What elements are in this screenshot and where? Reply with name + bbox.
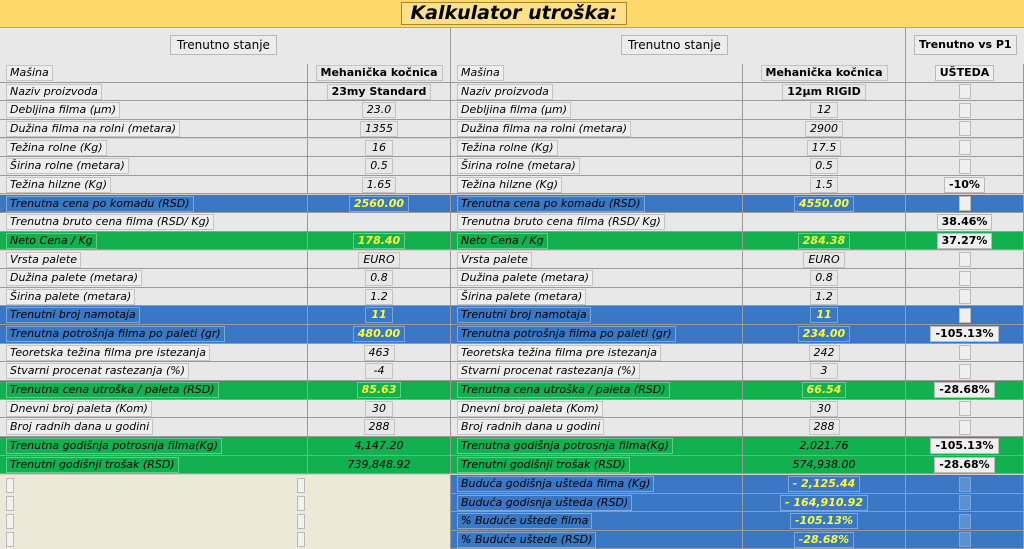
future-label: % Buduće uštede (RSD) [457, 532, 596, 548]
row-label-right-cell [451, 456, 743, 475]
row-label-left: Vrsta palete [6, 252, 81, 268]
row-compare [959, 103, 971, 118]
row-value-right-cell [743, 139, 906, 158]
row-value-right[interactable]: EURO [803, 252, 844, 268]
row-compare [959, 289, 971, 304]
row-compare-cell [906, 64, 1024, 83]
row-value-right-cell [743, 251, 906, 270]
row-value-right-cell [743, 120, 906, 139]
empty-panel [0, 475, 451, 549]
row-value-left-cell [308, 288, 451, 307]
row-value-right-cell [743, 362, 906, 381]
row-value-right-cell [743, 195, 906, 214]
row-value-right-cell [743, 83, 906, 102]
row-value-right-cell [743, 306, 906, 325]
row-label-left-cell [0, 157, 308, 176]
row-value-left-cell [308, 251, 451, 270]
row-value-right[interactable]: 66.54 [802, 382, 847, 398]
scroll-handle[interactable] [6, 496, 14, 511]
table-row [0, 213, 1024, 232]
row-label-right-cell [451, 400, 743, 419]
future-value[interactable]: - 164,910.92 [780, 495, 868, 511]
future-value[interactable]: - 2,125.44 [788, 476, 861, 492]
row-compare-cell [906, 251, 1024, 270]
row-compare-cell [906, 176, 1024, 195]
row-value-right-cell [743, 157, 906, 176]
future-compare [959, 532, 971, 547]
row-value-left[interactable]: 288 [364, 419, 395, 435]
row-label-right: Naziv proizvoda [457, 84, 553, 100]
row-label-right: Trenutna godišnja potrosnja filma(Kg) [457, 438, 673, 454]
row-value-left-cell [308, 139, 451, 158]
future-value[interactable]: -28.68% [794, 532, 854, 548]
row-label-left: Debljina filma (µm) [6, 102, 120, 118]
row-label-left-cell [0, 101, 308, 120]
table-row [0, 176, 1024, 195]
row-value-left-cell [308, 269, 451, 288]
row-label-right-cell [451, 64, 743, 83]
row-label-left: Mašina [6, 65, 53, 81]
row-label-left: Težina rolne (Kg) [6, 140, 107, 156]
row-value-left-cell [308, 232, 451, 251]
row-label-right: Trenutni godišnji trošak (RSD) [457, 457, 630, 473]
row-compare: 38.46% [937, 214, 993, 230]
table-row [0, 120, 1024, 139]
row-label-right-cell [451, 120, 743, 139]
future-row [451, 531, 1024, 549]
row-value-right[interactable]: 1.2 [810, 289, 838, 305]
row-value-left[interactable]: Mehanička kočnica [316, 65, 443, 81]
row-value-left-cell [308, 83, 451, 102]
row-value-right-cell [743, 176, 906, 195]
future-compare-cell [906, 531, 1024, 549]
row-label-left: Teoretska težina filma pre istezanja [6, 345, 210, 361]
row-value-left[interactable]: EURO [358, 252, 399, 268]
row-label-left-cell [0, 306, 308, 325]
row-label-right-cell [451, 344, 743, 363]
row-label-right-cell [451, 437, 743, 456]
row-label-right: Trenutna bruto cena filma (RSD/ Kg) [457, 214, 665, 230]
row-label-right-cell [451, 251, 743, 270]
row-value-right-cell [743, 381, 906, 400]
row-label-right-cell [451, 232, 743, 251]
row-label-right-cell [451, 306, 743, 325]
future-row [451, 512, 1024, 531]
future-label-cell [451, 494, 743, 513]
table-row [0, 251, 1024, 270]
row-value-right-cell [743, 101, 906, 120]
header-right-label: Trenutno stanje [621, 35, 728, 55]
row-label-left-cell [0, 400, 308, 419]
row-value-left-cell [308, 381, 451, 400]
row-label-left: Broj radnih dana u godini [6, 419, 153, 435]
scroll-handle[interactable] [6, 478, 14, 493]
row-label-right: Dnevni broj paleta (Kom) [457, 401, 603, 417]
row-label-right: Stvarni procenat rastezanja (%) [457, 363, 640, 379]
row-compare-cell [906, 101, 1024, 120]
row-label-left-cell [0, 456, 308, 475]
row-label-left: Naziv proizvoda [6, 84, 102, 100]
row-compare: -105.13% [930, 438, 998, 454]
row-label-right: Neto Cena / Kg [457, 233, 548, 249]
row-label-left: Trenutna cena po komadu (RSD) [6, 196, 194, 212]
row-value-left-cell [308, 213, 451, 232]
row-value-right[interactable]: 284.38 [798, 233, 850, 249]
row-label-left-cell [0, 195, 308, 214]
row-compare-cell [906, 362, 1024, 381]
row-compare: UŠTEDA [935, 65, 995, 81]
row-value-right[interactable]: 242 [809, 345, 840, 361]
row-compare-cell [906, 381, 1024, 400]
row-compare [959, 196, 971, 211]
future-label: Buduća godisnja ušteda (RSD) [457, 495, 632, 511]
row-value-right-cell [743, 213, 906, 232]
row-value-right-cell [743, 64, 906, 83]
future-label-cell [451, 531, 743, 549]
row-label-right-cell [451, 362, 743, 381]
row-value-left[interactable]: -4 [365, 363, 393, 379]
row-value-left-cell [308, 437, 451, 456]
row-label-left-cell [0, 288, 308, 307]
header-left-label: Trenutno stanje [170, 35, 277, 55]
row-label-left: Dnevni broj paleta (Kom) [6, 401, 152, 417]
row-compare: -28.68% [934, 382, 994, 398]
row-label-right: Broj radnih dana u godini [457, 419, 604, 435]
row-label-left: Dužina palete (metara) [6, 270, 142, 286]
row-label-right: Trenutni broj namotaja [457, 307, 591, 323]
row-label-left: Stvarni procenat rastezanja (%) [6, 363, 189, 379]
row-value-left-cell [308, 362, 451, 381]
row-label-right: Širina rolne (metara) [457, 158, 580, 174]
row-value-left-cell [308, 400, 451, 419]
row-value-right-cell [743, 400, 906, 419]
row-value-right[interactable]: 4550.00 [794, 196, 854, 212]
row-label-right: Težina hilzne (Kg) [457, 177, 562, 193]
row-value-right-cell [743, 418, 906, 437]
row-compare: 37.27% [937, 233, 993, 249]
table-row [0, 195, 1024, 214]
row-value-left-cell [308, 64, 451, 83]
row-compare-cell [906, 456, 1024, 475]
table-row [0, 306, 1024, 325]
row-label-right-cell [451, 381, 743, 400]
row-label-right-cell [451, 269, 743, 288]
row-label-right-cell [451, 195, 743, 214]
future-compare-cell [906, 512, 1024, 531]
row-compare-cell [906, 306, 1024, 325]
row-compare: -105.13% [930, 326, 998, 342]
row-label-left-cell [0, 176, 308, 195]
row-value-left[interactable]: 1355 [360, 121, 398, 137]
row-label-left-cell [0, 269, 308, 288]
future-compare-cell [906, 475, 1024, 494]
row-label-left-cell [0, 418, 308, 437]
row-label-right: Debljina filma (µm) [457, 102, 571, 118]
row-value-left-cell [308, 418, 451, 437]
row-value-left[interactable]: 11 [365, 307, 393, 323]
future-label-cell [451, 512, 743, 531]
row-value-right-cell [743, 325, 906, 344]
row-label-left: Trenutna cena utroška / paleta (RSD) [6, 382, 219, 398]
row-label-right: Vrsta palete [457, 252, 532, 268]
row-label-right: Trenutna cena po komadu (RSD) [457, 196, 645, 212]
row-label-left-cell [0, 344, 308, 363]
row-compare [959, 401, 971, 416]
row-compare [959, 121, 971, 136]
row-label-right: Trenutna cena utroška / paleta (RSD) [457, 382, 670, 398]
row-value-left-cell [308, 101, 451, 120]
scroll-handle[interactable] [297, 496, 305, 511]
table-row [0, 101, 1024, 120]
row-label-left: Težina hilzne (Kg) [6, 177, 111, 193]
row-label-left: Širina rolne (metara) [6, 158, 129, 174]
future-value-cell [743, 512, 906, 531]
row-compare: -10% [944, 177, 985, 193]
row-label-right: Mašina [457, 65, 504, 81]
row-compare [959, 252, 971, 267]
row-label-right: Dužina filma na rolni (metara) [457, 121, 631, 137]
row-label-left: Trenutna godišnja potrosnja filma(Kg) [6, 438, 222, 454]
row-compare [959, 84, 971, 99]
header-right [451, 28, 906, 64]
row-value-right[interactable]: 0.5 [810, 158, 838, 174]
row-compare [959, 271, 971, 286]
row-compare [959, 159, 971, 174]
row-value-right-cell [743, 456, 906, 475]
header-compare-label: Trenutno vs P1 [914, 35, 1017, 55]
future-value-cell [743, 475, 906, 494]
row-value-left-cell [308, 344, 451, 363]
row-compare-cell [906, 195, 1024, 214]
row-value-left[interactable]: 16 [365, 140, 393, 156]
table-row [0, 157, 1024, 176]
table-row [0, 418, 1024, 437]
row-label-left-cell [0, 381, 308, 400]
future-compare-cell [906, 494, 1024, 513]
future-compare [959, 477, 971, 492]
row-value-left-cell [308, 195, 451, 214]
row-value-left-cell [308, 325, 451, 344]
row-compare-cell [906, 139, 1024, 158]
row-compare [959, 345, 971, 360]
table-row [0, 381, 1024, 400]
row-label-left: Trenutna potrošnja filma po paleti (gr) [6, 326, 225, 342]
row-value-right[interactable]: 11 [810, 307, 838, 323]
table-row [0, 83, 1024, 102]
future-row [451, 475, 1024, 494]
row-value-right[interactable]: 30 [810, 401, 838, 417]
row-value-right[interactable]: 1.5 [810, 177, 838, 193]
row-label-right: Težina rolne (Kg) [457, 140, 558, 156]
row-label-right-cell [451, 288, 743, 307]
row-compare-cell [906, 400, 1024, 419]
row-value-left[interactable]: 1.2 [365, 289, 393, 305]
title-bar [0, 0, 1024, 28]
row-label-right: Teoretska težina filma pre istezanja [457, 345, 661, 361]
row-label-left-cell [0, 120, 308, 139]
row-value-right[interactable]: 0.8 [810, 270, 838, 286]
row-label-left-cell [0, 83, 308, 102]
row-value-left[interactable]: 739,848.92 [347, 457, 411, 471]
row-value-left[interactable]: 0.8 [365, 270, 393, 286]
row-label-left: Širina palete (metara) [6, 289, 135, 305]
row-value-right[interactable]: 12µm RIGID [782, 84, 866, 100]
row-label-left-cell [0, 325, 308, 344]
row-value-left[interactable]: 4,147.20 [354, 439, 404, 452]
row-value-left[interactable]: 1.65 [362, 177, 397, 193]
row-label-left: Neto Cena / Kg [6, 233, 97, 249]
scroll-handle[interactable] [6, 514, 14, 529]
scroll-handle[interactable] [6, 532, 14, 547]
row-compare: -28.68% [934, 457, 994, 473]
row-value-left[interactable]: 30 [365, 401, 393, 417]
row-label-left-cell [0, 213, 308, 232]
row-label-left-cell [0, 362, 308, 381]
row-label-left-cell [0, 437, 308, 456]
row-value-left-cell [308, 157, 451, 176]
row-value-left[interactable]: 463 [364, 345, 395, 361]
row-label-right: Trenutna potrošnja filma po paleti (gr) [457, 326, 676, 342]
row-value-right[interactable]: 288 [809, 419, 840, 435]
row-label-left: Trenutni broj namotaja [6, 307, 140, 323]
row-value-right[interactable]: 574,938.00 [792, 457, 856, 471]
row-value-right-cell [743, 437, 906, 456]
table-row [0, 437, 1024, 456]
table-row [0, 139, 1024, 158]
row-compare-cell [906, 83, 1024, 102]
row-value-left-cell [308, 176, 451, 195]
row-label-right-cell [451, 157, 743, 176]
future-value-cell [743, 531, 906, 549]
row-compare-cell [906, 232, 1024, 251]
table-row [0, 362, 1024, 381]
future-compare [959, 514, 971, 529]
row-value-right-cell [743, 269, 906, 288]
row-compare-cell [906, 344, 1024, 363]
row-label-right-cell [451, 83, 743, 102]
row-value-right[interactable]: 234.00 [798, 326, 850, 342]
row-compare-cell [906, 418, 1024, 437]
future-value[interactable]: -105.13% [790, 513, 858, 529]
row-compare-cell [906, 213, 1024, 232]
row-value-left[interactable]: 23.0 [362, 102, 397, 118]
row-value-left[interactable]: 85.63 [357, 382, 402, 398]
row-value-right[interactable]: 3 [810, 363, 838, 379]
table-row [0, 232, 1024, 251]
row-value-left-cell [308, 456, 451, 475]
row-label-left-cell [0, 232, 308, 251]
future-label: % Buduće uštede filma [457, 513, 592, 529]
row-label-left: Dužina filma na rolni (metara) [6, 121, 180, 137]
scroll-handle[interactable] [297, 532, 305, 547]
row-label-right: Dužina palete (metara) [457, 270, 593, 286]
table-row [0, 64, 1024, 83]
row-compare-cell [906, 157, 1024, 176]
row-compare [959, 140, 971, 155]
row-compare [959, 308, 971, 323]
row-compare-cell [906, 288, 1024, 307]
header-left [0, 28, 451, 64]
row-value-right[interactable]: 2,021.76 [799, 439, 849, 452]
row-value-left-cell [308, 306, 451, 325]
row-compare-cell [906, 325, 1024, 344]
future-row [451, 494, 1024, 513]
row-label-right-cell [451, 176, 743, 195]
row-label-left-cell [0, 139, 308, 158]
future-compare [959, 495, 971, 510]
future-label-cell [451, 475, 743, 494]
row-label-right-cell [451, 101, 743, 120]
table-row [0, 269, 1024, 288]
table-row [0, 288, 1024, 307]
row-value-right-cell [743, 344, 906, 363]
future-label: Buduća godišnja ušteda filma (Kg) [457, 476, 654, 492]
row-label-left: Trenutna bruto cena filma (RSD/ Kg) [6, 214, 214, 230]
row-label-left-cell [0, 64, 308, 83]
row-value-left-cell [308, 120, 451, 139]
header-compare [906, 28, 1024, 64]
scroll-handle[interactable] [297, 514, 305, 529]
future-value-cell [743, 494, 906, 513]
row-value-left[interactable]: 480.00 [353, 326, 405, 342]
row-label-right: Širina palete (metara) [457, 289, 586, 305]
row-label-right-cell [451, 213, 743, 232]
row-value-left[interactable]: 0.5 [365, 158, 393, 174]
row-value-right[interactable]: Mehanička kočnica [761, 65, 888, 81]
row-value-left[interactable]: 178.40 [353, 233, 405, 249]
row-value-right[interactable]: 2900 [805, 121, 843, 137]
page-title: Kalkulator utroška: [401, 2, 627, 25]
row-value-right[interactable]: 12 [810, 102, 838, 118]
row-compare-cell [906, 269, 1024, 288]
row-value-right[interactable]: 17.5 [807, 140, 842, 156]
row-compare-cell [906, 120, 1024, 139]
table-row [0, 456, 1024, 475]
scroll-handle[interactable] [297, 478, 305, 493]
row-label-right-cell [451, 139, 743, 158]
row-label-left-cell [0, 251, 308, 270]
row-compare [959, 420, 971, 435]
row-value-left[interactable]: 23my Standard [327, 84, 432, 100]
row-value-right-cell [743, 288, 906, 307]
table-row [0, 344, 1024, 363]
row-label-right-cell [451, 325, 743, 344]
row-value-left[interactable]: 2560.00 [349, 196, 409, 212]
row-value-right-cell [743, 232, 906, 251]
row-compare-cell [906, 437, 1024, 456]
row-label-left: Trenutni godišnji trošak (RSD) [6, 457, 179, 473]
row-compare [959, 364, 971, 379]
table-row [0, 325, 1024, 344]
table-row [0, 400, 1024, 419]
row-label-right-cell [451, 418, 743, 437]
